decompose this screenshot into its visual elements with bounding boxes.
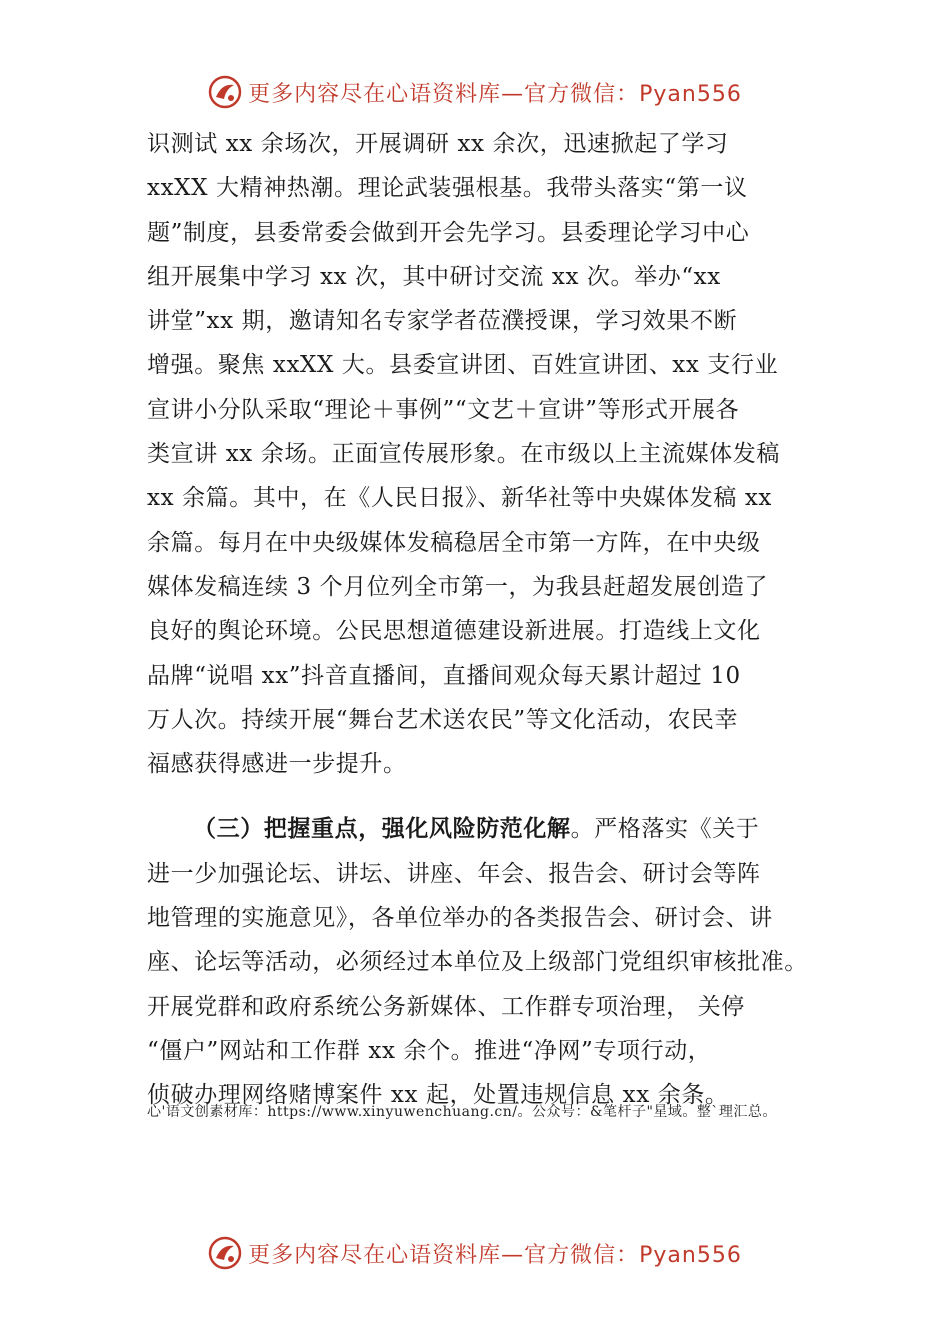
text-line: 宣讲小分队采取“理论＋事例”“文艺＋宣讲”等形式开展各 bbox=[147, 396, 740, 423]
heading-continuation: 。严格落实《关于 bbox=[570, 816, 760, 843]
paragraph-risk-prevention bbox=[147, 807, 817, 1117]
brand-logo-icon bbox=[208, 1236, 242, 1270]
text-line bbox=[147, 807, 817, 851]
text-line: 识测试 xx 余场次，开展调研 xx 余次，迅速掀起了学习 bbox=[147, 131, 729, 157]
text-line: 组开展集中学习 xx 次，其中研讨交流 xx 次。举办“xx bbox=[147, 263, 721, 290]
text-line: 类宣讲 xx 余场。正面宣传展形象。在市级以上主流媒体发稿 bbox=[147, 441, 780, 468]
text-line: 座、论坛等活动，必须经过本单位及上级部门党组织审核批准。 bbox=[147, 949, 808, 976]
section-heading: （三）把握重点，强化风险防范化解 bbox=[193, 816, 571, 843]
header-watermark bbox=[0, 70, 950, 114]
text-line: 万人次。持续开展“舞台艺术送农民”等文化活动，农民幸 bbox=[147, 706, 739, 733]
text-line: 进一少加强论坛、讲坛、讲座、年会、报告会、研讨会等阵 bbox=[147, 860, 761, 887]
text-line: xxXX 大精神热潮。理论武装强根基。我带头落实“第一议 bbox=[147, 175, 748, 202]
footer-watermark bbox=[0, 1231, 950, 1275]
text-line: 福感获得感进一步提升。 bbox=[147, 751, 407, 778]
text-line: 开展党群和政府系统公务新媒体、工作群专项治理， 关停 bbox=[147, 993, 745, 1020]
text-line: 余篇。每月在中央级媒体发稿稳居全市第一方阵，在中央级 bbox=[147, 529, 761, 556]
watermark-text: 更多内容尽在心语资料库—官方微信：Pyan556 bbox=[248, 81, 742, 107]
brand-logo-icon bbox=[208, 75, 242, 109]
text-line: 增强。聚焦 xxXX 大。县委宣讲团、百姓宣讲团、xx 支行业 bbox=[147, 352, 779, 379]
text-line: 地管理的实施意见》，各单位举办的各类报告会、研讨会、讲 bbox=[147, 905, 773, 932]
text-line: 良好的舆论环境。公民思想道德建设新进展。打造线上文化 bbox=[147, 618, 761, 645]
text-line: “僵户”网站和工作群 xx 余个。推进“净网”专项行动， bbox=[147, 1037, 712, 1064]
text-line: 讲堂”xx 期，邀请知名专家学者莅濮授课，学习效果不断 bbox=[147, 308, 738, 335]
text-line: 侦破办理网络赌博案件 xx 起，处置违规信息 xx 余条。 bbox=[147, 1082, 729, 1109]
source-footnote: 心'语文创素材库：https://www.xinyuwenchuang.cn/。公众号：&笔杆子"星域。整`理汇总。 bbox=[147, 1104, 777, 1120]
document-body bbox=[147, 122, 817, 1118]
text-line: 媒体发稿连续 3 个月位列全市第一，为我县赶超发展创造了 bbox=[147, 573, 769, 600]
text-line: 品牌“说唱 xx”抖音直播间，直播间观众每天累计超过 10 bbox=[147, 662, 741, 689]
text-line: 题”制度，县委常委会做到开会先学习。县委理论学习中心 bbox=[147, 219, 750, 246]
paragraph-culture-propaganda bbox=[147, 122, 817, 786]
watermark-text: 更多内容尽在心语资料库—官方微信：Pyan556 bbox=[248, 1242, 742, 1268]
text-line: xx 余篇。其中，在《人民日报》、新华社等中央媒体发稿 xx bbox=[147, 485, 773, 512]
